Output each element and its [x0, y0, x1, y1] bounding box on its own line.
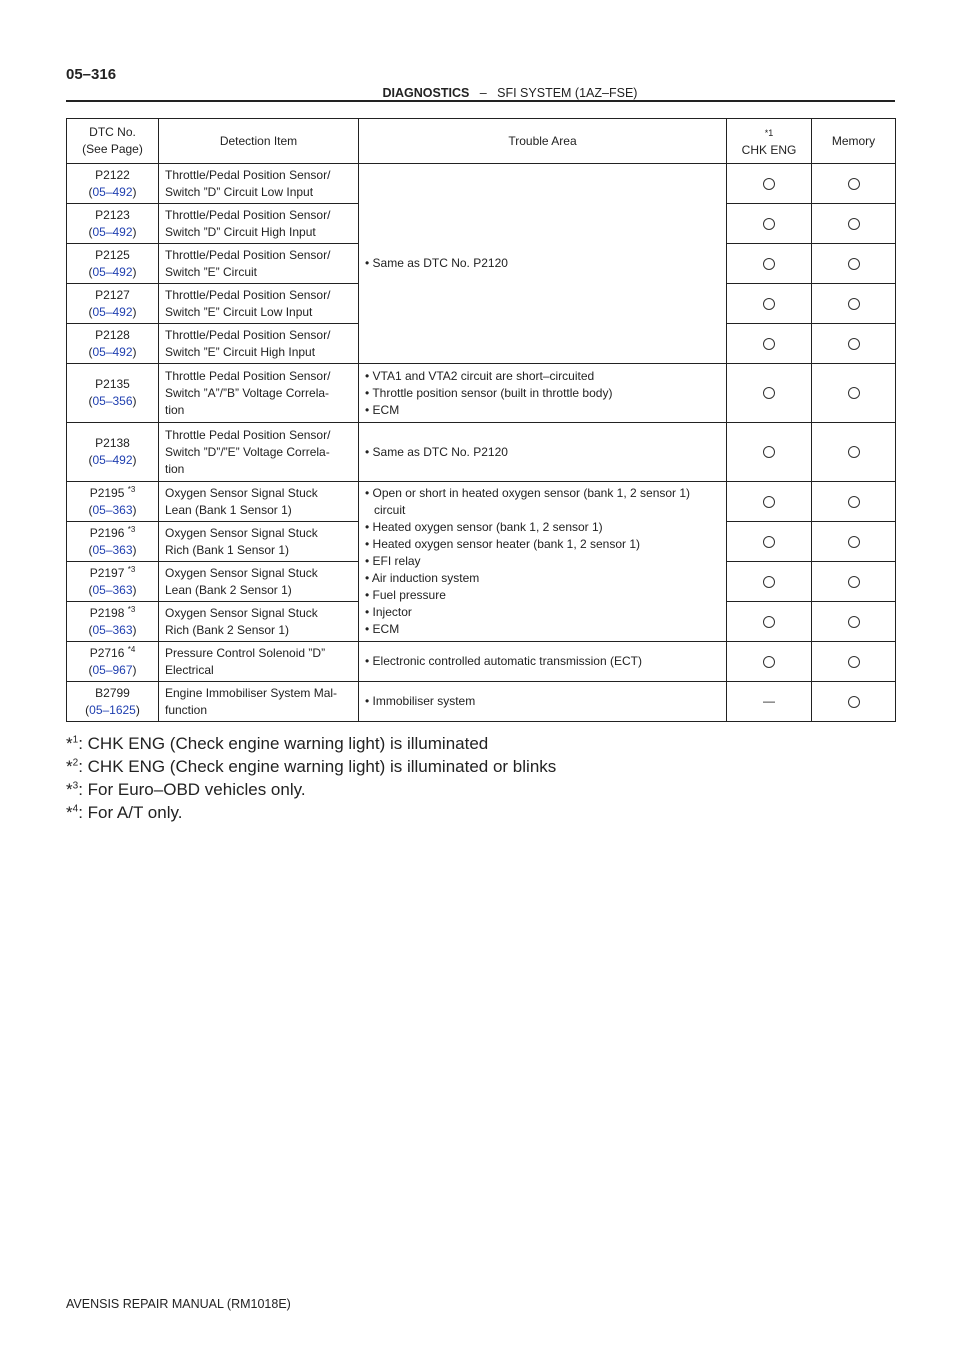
circle-mark	[848, 178, 860, 190]
footnote: *$^3$: For Euro–OBD vehicles only.	[66, 780, 306, 799]
dtc-code: P2138	[95, 436, 130, 450]
detection-item-line: Switch ”D” Circuit High Input	[165, 224, 316, 239]
detection-item-cell	[159, 423, 359, 482]
dtc-code: P2196	[89, 525, 125, 540]
trouble-area-cell	[359, 682, 727, 722]
memory-cell	[812, 682, 896, 722]
detection-item-cell	[159, 204, 359, 244]
detection-item-cell	[159, 682, 359, 722]
dtc-code-cell: P2197 $^{*3}$ (05–363)	[67, 562, 159, 602]
detection-item-line: Switch ”E” Circuit Low Input	[165, 304, 313, 319]
trouble-area-line: • VTA1 and VTA2 circuit are short–circuited	[365, 368, 595, 383]
detection-item-cell	[159, 522, 359, 562]
see-page-link[interactable]: 05–363	[92, 582, 133, 597]
memory-cell	[812, 244, 896, 284]
circle-mark	[763, 178, 775, 190]
memory-cell	[812, 562, 896, 602]
note-marker: *4	[127, 644, 136, 654]
detection-item-cell	[159, 244, 359, 284]
chk-eng-cell	[727, 423, 812, 482]
chk-eng-cell	[727, 364, 812, 423]
circle-mark	[848, 536, 860, 548]
dtc-code: P2195	[89, 485, 125, 500]
col-memory: Memory	[812, 119, 896, 164]
trouble-area-cell	[359, 423, 727, 482]
table-row	[67, 164, 896, 204]
circle-mark	[848, 496, 860, 508]
detection-item-line: Throttle Pedal Position Sensor/	[165, 427, 331, 442]
see-page-link[interactable]: 05–363	[92, 542, 133, 557]
memory-cell	[812, 364, 896, 423]
dtc-code-cell: P2123 (05–492)	[67, 204, 159, 244]
memory-cell	[812, 324, 896, 364]
chk-eng-cell	[727, 562, 812, 602]
see-page-link[interactable]: 05–492	[92, 264, 133, 279]
table-row	[67, 682, 896, 722]
chk-eng-cell	[727, 682, 812, 722]
circle-mark	[763, 656, 775, 668]
footnote-number: 3	[72, 780, 79, 792]
chk-eng-cell	[727, 284, 812, 324]
memory-cell	[812, 602, 896, 642]
page-header	[300, 86, 720, 100]
circle-mark	[763, 446, 775, 458]
circle-mark	[763, 338, 775, 350]
circle-mark	[848, 338, 860, 350]
dtc-code-cell: P2122 (05–492)	[67, 164, 159, 204]
dtc-code: P2125	[95, 247, 130, 262]
circle-mark	[763, 536, 775, 548]
chk-eng-cell	[727, 602, 812, 642]
detection-item-cell	[159, 164, 359, 204]
detection-item-line: Switch ”E” Circuit High Input	[165, 344, 316, 359]
detection-item-line: Lean (Bank 1 Sensor 1)	[165, 502, 292, 517]
circle-mark	[848, 576, 860, 588]
dtc-code-cell: P2198 $^{*3}$ (05–363)	[67, 602, 159, 642]
detection-item-cell	[159, 602, 359, 642]
note-marker: *3	[127, 564, 136, 574]
footnote-number: 4	[72, 803, 79, 815]
dtc-code: P2197	[89, 565, 125, 580]
see-page-link[interactable]: 05–363	[92, 622, 133, 637]
footnote-text: : CHK ENG (Check engine warning light) is illuminated or blinks	[78, 757, 557, 776]
dtc-code: P2135	[95, 377, 130, 391]
footnote-number: 2	[72, 757, 79, 769]
trouble-area-line: • Same as DTC No. P2120	[365, 444, 508, 459]
circle-mark	[763, 496, 775, 508]
detection-item-line: Oxygen Sensor Signal Stuck	[165, 605, 318, 620]
memory-cell	[812, 204, 896, 244]
trouble-area-line: circuit	[374, 503, 406, 517]
detection-item-line: Switch ”D” Circuit Low Input	[165, 184, 314, 199]
note-marker: *3	[127, 524, 136, 534]
trouble-area-line: • Fuel pressure	[365, 588, 446, 602]
trouble-area-line: • ECM	[365, 622, 400, 636]
memory-cell	[812, 642, 896, 682]
circle-mark	[848, 696, 860, 708]
see-page-link[interactable]: 05–967	[92, 662, 133, 677]
col-dtc-no: DTC No. (See Page)	[67, 119, 159, 164]
footnotes	[66, 732, 895, 824]
detection-item-cell	[159, 642, 359, 682]
circle-mark	[763, 298, 775, 310]
see-page-link[interactable]: 05–492	[92, 344, 133, 359]
trouble-area-line: • EFI relay	[365, 554, 421, 568]
see-page-link[interactable]: 05–492	[92, 453, 133, 467]
dtc-code: P2128	[95, 327, 130, 342]
trouble-area-line: • ECM	[365, 402, 400, 417]
circle-mark	[763, 576, 775, 588]
detection-item-line: tion	[165, 461, 185, 476]
dtc-code-cell: B2799 (05–1625)	[67, 682, 159, 722]
chk-eng-cell	[727, 482, 812, 522]
detection-item-line: Throttle/Pedal Position Sensor/	[165, 207, 331, 222]
chk-eng-cell	[727, 244, 812, 284]
trouble-area-line: • Throttle position sensor (built in throttle body)	[365, 385, 613, 400]
dtc-code: P2122	[95, 167, 130, 182]
detection-item-line: function	[165, 702, 208, 717]
footnote: *$^1$: CHK ENG (Check engine warning light) is illuminated	[66, 734, 489, 753]
chk-eng-cell	[727, 324, 812, 364]
detection-item-line: Oxygen Sensor Signal Stuck	[165, 565, 318, 580]
detection-item-cell	[159, 324, 359, 364]
circle-mark	[848, 616, 860, 628]
dtc-code-cell: P2135 (05–356)	[67, 364, 159, 423]
detection-item-line: Switch ”E” Circuit	[165, 264, 258, 279]
circle-mark	[848, 656, 860, 668]
detection-item-line: Switch ”A”/”B” Voltage Correla-	[165, 385, 330, 400]
see-page-link[interactable]: 05–492	[92, 304, 133, 319]
note-marker: *3	[127, 484, 136, 494]
col-chk-eng: *1 CHK ENG	[727, 119, 812, 164]
footnote-number: 1	[72, 734, 79, 746]
dtc-code-cell: P2138 (05–492)	[67, 423, 159, 482]
chk-eng-cell	[727, 164, 812, 204]
circle-mark	[763, 616, 775, 628]
header-rule	[66, 100, 895, 102]
memory-cell	[812, 423, 896, 482]
detection-item-line: Throttle/Pedal Position Sensor/	[165, 247, 331, 262]
table-row	[67, 642, 896, 682]
detection-item-line: Rich (Bank 1 Sensor 1)	[165, 542, 290, 557]
dtc-code-cell: P2195 $^{*3}$ (05–363)	[67, 482, 159, 522]
detection-item-line: Engine Immobiliser System Mal-	[165, 685, 338, 700]
dtc-code: B2799	[95, 685, 130, 700]
section-title: DIAGNOSTICS	[382, 86, 470, 100]
circle-mark	[848, 218, 860, 230]
header-separator: –	[479, 86, 487, 100]
circle-mark	[848, 446, 860, 458]
trouble-area-cell	[359, 642, 727, 682]
memory-cell	[812, 522, 896, 562]
dtc-code-cell: P2127 (05–492)	[67, 284, 159, 324]
trouble-area-line: • Electronic controlled automatic transmission (ECT)	[365, 654, 642, 668]
detection-item-line: Pressure Control Solenoid ”D”	[165, 645, 326, 660]
circle-mark	[848, 298, 860, 310]
footnote: *$^2$: CHK ENG (Check engine warning light) is illuminated or blinks	[66, 757, 557, 776]
table-header-row	[67, 119, 896, 164]
footnote-text: : For Euro–OBD vehicles only.	[78, 780, 306, 799]
note-marker: *3	[127, 604, 136, 614]
see-page-link[interactable]: 05–1625	[89, 702, 136, 717]
see-page-link[interactable]: 05–492	[92, 184, 133, 199]
detection-item-line: Throttle/Pedal Position Sensor/	[165, 327, 331, 342]
detection-item-cell	[159, 482, 359, 522]
detection-item-cell	[159, 562, 359, 602]
see-page-link[interactable]: 05–492	[92, 224, 133, 239]
footnote: *$^4$: For A/T only.	[66, 803, 183, 822]
detection-item-line: Throttle Pedal Position Sensor/	[165, 368, 331, 383]
detection-item-line: tion	[165, 402, 185, 417]
memory-cell	[812, 482, 896, 522]
memory-cell	[812, 284, 896, 324]
chk-eng-cell	[727, 204, 812, 244]
detection-item-line: Electrical	[165, 662, 214, 677]
dtc-code-cell: P2196 $^{*3}$ (05–363)	[67, 522, 159, 562]
see-page-link[interactable]: 05–356	[92, 394, 133, 408]
dtc-code-cell: P2128 (05–492)	[67, 324, 159, 364]
trouble-area-line: • Air induction system	[365, 571, 480, 585]
dtc-code: P2198	[89, 605, 125, 620]
dtc-code-cell: P2716 $^{*4}$ (05–967)	[67, 642, 159, 682]
trouble-area-line: • Heated oxygen sensor (bank 1, 2 sensor 1)	[365, 520, 603, 534]
circle-mark	[848, 387, 860, 399]
detection-item-line: Throttle/Pedal Position Sensor/	[165, 287, 331, 302]
detection-item-line: Oxygen Sensor Signal Stuck	[165, 485, 318, 500]
table-row	[67, 364, 896, 423]
trouble-area-cell	[359, 364, 727, 423]
circle-mark	[763, 387, 775, 399]
footnote-text: : For A/T only.	[78, 803, 183, 822]
col-detection-item: Detection Item	[159, 119, 359, 164]
detection-item-line: Rich (Bank 2 Sensor 1)	[165, 622, 290, 637]
trouble-area-line: • Same as DTC No. P2120	[365, 256, 508, 270]
detection-item-line: Lean (Bank 2 Sensor 1)	[165, 582, 292, 597]
dash-mark: —	[763, 694, 775, 708]
trouble-area-line: • Injector	[365, 605, 412, 619]
trouble-area-line: • Immobiliser system	[365, 694, 476, 708]
dtc-code-cell: P2125 (05–492)	[67, 244, 159, 284]
dtc-code: P2127	[95, 287, 130, 302]
chk-eng-cell	[727, 522, 812, 562]
circle-mark	[763, 218, 775, 230]
detection-item-line: Oxygen Sensor Signal Stuck	[165, 525, 318, 540]
table-row	[67, 423, 896, 482]
col-trouble-area: Trouble Area	[359, 119, 727, 164]
circle-mark	[848, 258, 860, 270]
dtc-code: P2716	[89, 645, 125, 660]
memory-cell	[812, 164, 896, 204]
trouble-area-cell	[359, 482, 727, 642]
dtc-table	[66, 118, 896, 722]
footer-manual-title: AVENSIS REPAIR MANUAL (RM1018E)	[66, 1297, 291, 1311]
dtc-code: P2123	[95, 207, 130, 222]
subsection-title: SFI SYSTEM (1AZ–FSE)	[497, 86, 638, 100]
detection-item-cell	[159, 284, 359, 324]
trouble-area-line: • Open or short in heated oxygen sensor (bank 1, 2 sensor 1)	[365, 486, 691, 500]
footnote-text: : CHK ENG (Check engine warning light) is illuminated	[78, 734, 489, 753]
detection-item-cell	[159, 364, 359, 423]
table-row	[67, 482, 896, 522]
chk-eng-cell	[727, 642, 812, 682]
detection-item-line: Switch ”D”/”E” Voltage Correla-	[165, 444, 330, 459]
detection-item-line: Throttle/Pedal Position Sensor/	[165, 167, 331, 182]
trouble-area-cell	[359, 164, 727, 364]
see-page-link[interactable]: 05–363	[92, 502, 133, 517]
trouble-area-line: • Heated oxygen sensor heater (bank 1, 2 sensor 1)	[365, 537, 641, 551]
page-number: 05–316	[66, 66, 117, 83]
circle-mark	[763, 258, 775, 270]
